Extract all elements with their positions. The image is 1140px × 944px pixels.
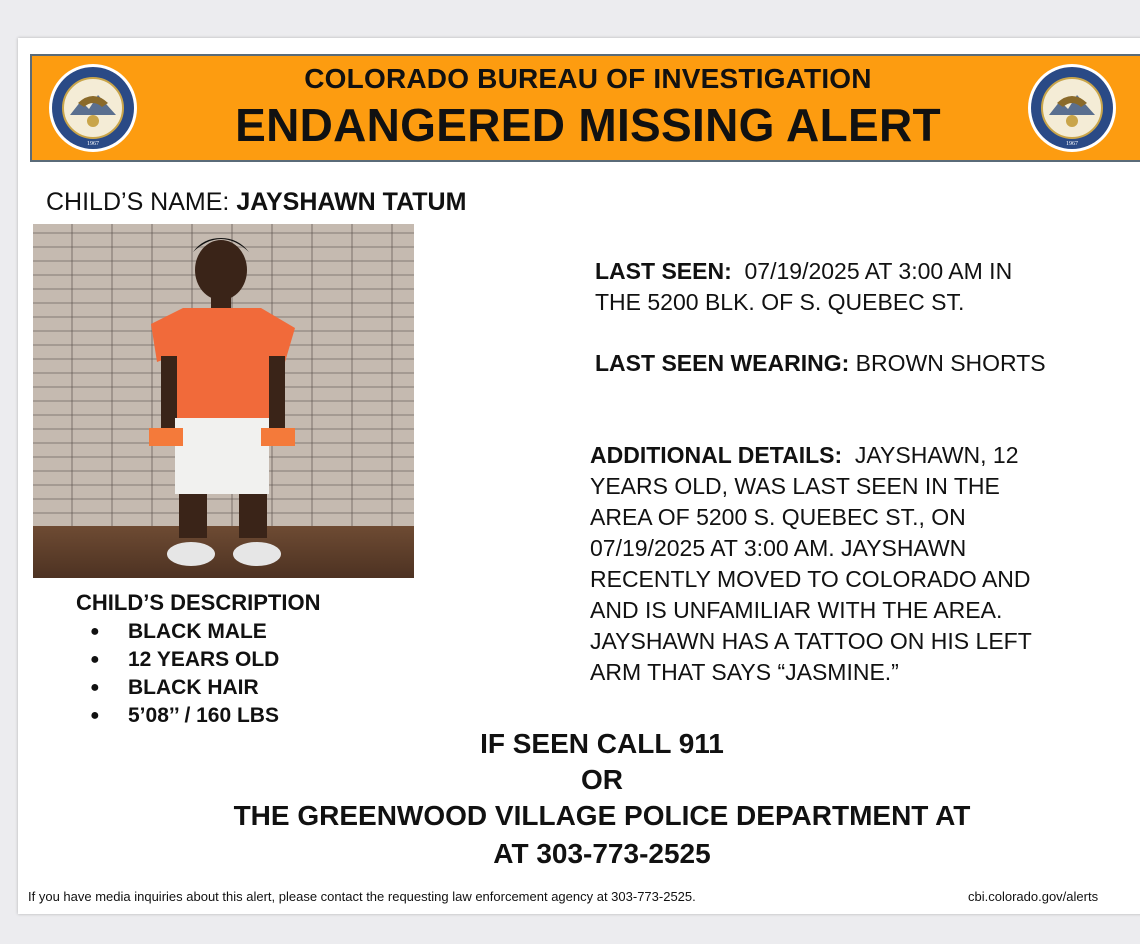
call-phone: AT 303-773-2525 — [493, 838, 711, 869]
child-photo — [33, 224, 414, 578]
description-item: ● 12 YEARS OLD — [90, 648, 280, 671]
description-item: ● BLACK HAIR — [90, 676, 259, 699]
svg-text:1967: 1967 — [1066, 141, 1078, 147]
child-name-row — [46, 188, 466, 217]
media-inquiries-note: If you have media inquiries about this alert, please contact the requesting law enforcement agency at 303-773-2525. — [28, 889, 696, 904]
description-item: ● BLACK MALE — [90, 620, 267, 643]
last-seen: LAST SEEN: 07/19/2025 AT 3:00 AM IN THE 5200 BLK. OF S. QUEBEC ST. — [595, 258, 1013, 315]
cbi-seal-icon — [1027, 63, 1117, 153]
call-or: OR — [581, 764, 623, 795]
description-item: ● 5’08’’ / 160 LBS — [90, 704, 279, 727]
child-name: JAYSHAWN TATUM — [236, 188, 467, 216]
description-list — [86, 618, 279, 730]
svg-text:1967: 1967 — [87, 141, 99, 147]
description-title: CHILD’S DESCRIPTION — [76, 590, 321, 615]
last-seen-wearing: LAST SEEN WEARING: BROWN SHORTS — [595, 350, 1046, 376]
alert-poster — [18, 38, 1140, 914]
call-agency: THE GREENWOOD VILLAGE POLICE DEPARTMENT AT — [233, 800, 971, 831]
call-instruction: IF SEEN CALL 911 — [480, 728, 724, 759]
additional-details: ADDITIONAL DETAILS: JAYSHAWN, 12 YEARS OLD, WAS LAST SEEN IN THE AREA OF 5200 S. QUEBEC ST., ON 07/19/2025 AT 3:00 AM. JAYSHAWN RECENTLY MOVED TO COLORADO AND AND IS UNFAMILIAR WITH THE AREA. JAYSHAWN HAS A TATTOO ON HIS LEFT ARM THAT SAYS “JASMINE.” — [590, 442, 1032, 685]
header-banner — [30, 54, 1140, 162]
cbi-alerts-url[interactable]: cbi.colorado.gov/alerts — [968, 889, 1099, 904]
child-name-label: CHILD’S NAME: — [46, 188, 230, 216]
alert-title: ENDANGERED MISSING ALERT — [235, 99, 941, 151]
agency-title: COLORADO BUREAU OF INVESTIGATION — [304, 63, 872, 94]
